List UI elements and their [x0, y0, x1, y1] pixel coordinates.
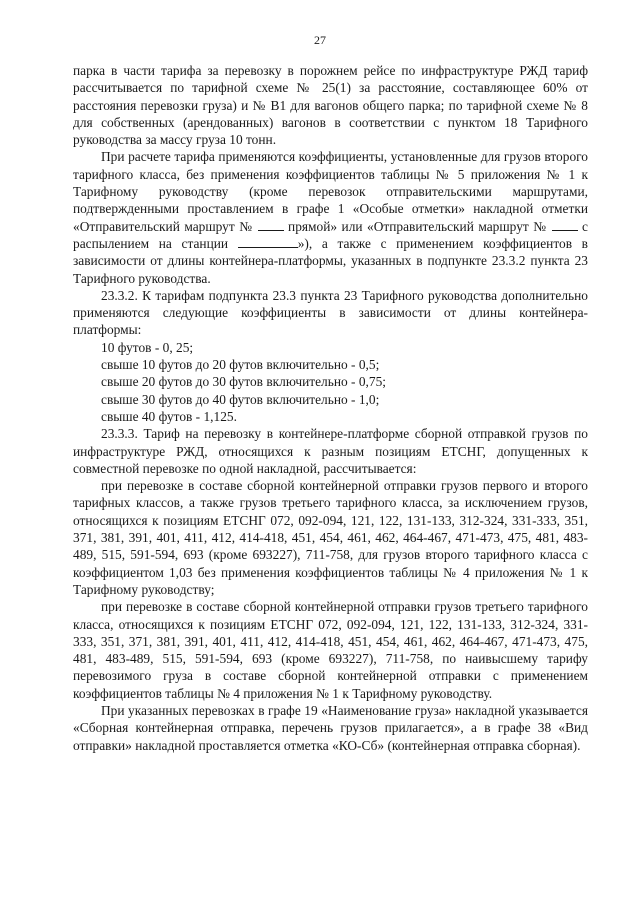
blank-field-route-number-2	[552, 218, 578, 231]
paragraph-tariff-scheme: парка в части тарифа за перевозку в порожнем рейсе по инфраструктуре РЖД тариф рассчитывается по тарифной схеме № 25(1) за расстояние, составляющее 60% от расстояния перевозки груза) и № В1 для вагонов общего парка; по тарифной схеме № 8 для собственных (арендованных) вагонов в соответствии с пунктом 18 Тарифного руководства за массу груза 10 тонн.	[73, 63, 588, 148]
paragraph-text-b: прямой» или «Отправительский маршрут №	[288, 218, 548, 234]
coefficient-item: свыше 30 футов до 40 футов включительно - 1,0;	[101, 391, 380, 407]
page-number: 27	[314, 33, 326, 47]
paragraph-coefficients-rule	[73, 148, 588, 286]
paragraph-text-a: При расчете тарифа применяются коэффициенты, установленные для грузов второго тарифного класса, без применения коэффициентов таблицы № 5 приложения № 1 к Тарифному руководству (кроме перевозок отправительскими маршрутами, подтвержденными проставлением в графе 1 «Особые отметки» накладной отметки «Отправительский маршрут №	[73, 149, 588, 234]
blank-field-route-number	[258, 218, 284, 231]
coefficient-item: 10 футов - 0, 25;	[101, 339, 194, 355]
coefficient-item: свыше 10 футов до 20 футов включительно - 0,5;	[101, 357, 380, 373]
coefficient-item: свыше 20 футов до 30 футов включительно - 0,75;	[101, 374, 387, 390]
paragraph-23-3-2: 23.3.2. К тарифам подпункта 23.3 пункта 23 Тарифного руководства дополнительно применяются следующие коэффициенты в зависимости от длины контейнера-платформы:	[73, 287, 588, 338]
coefficient-item: свыше 40 футов - 1,125.	[101, 408, 237, 424]
paragraph-text-c: с распылением на станции	[73, 218, 588, 251]
paragraph-text-d: »), а также с применением коэффициентов в зависимости от длины контейнера-платформы, указанных в подпункте 23.3.2 пункта 23 Тарифного руководства.	[73, 235, 588, 286]
paragraph-classes-1-2: при перевозке в составе сборной контейнерной отправки грузов первого и второго тарифных классов, а также грузов третьего тарифного класса, за исключением грузов, относящихся к позициям ЕТСНГ 072, 092-094, 121, 122, 131-133, 312-324, 331-333, 351, 371, 381, 391, 401, 411, 412, 414-418, 451, 454, 461, 462, 464-467, 471-473, 475, 481, 483-489, 515, 591-594, 693 (кроме 693227), 711-758, для грузов второго тарифного класса с коэффициентом 1,03 без применения коэффициентов таблицы № 4 приложения № 1 к Тарифному руководству;	[73, 478, 588, 597]
blank-field-station	[238, 235, 298, 248]
paragraph-23-3-3: 23.3.3. Тариф на перевозку в контейнере-платформе сборной отправкой грузов по инфраструктуре РЖД, относящихся к разным позициям ЕТСНГ, допущенных к совместной перевозке по одной накладной, рассчитывается:	[73, 426, 588, 476]
paragraph-class-3: при перевозке в составе сборной контейнерной отправки грузов третьего тарифного класса, относящихся к позициям ЕТСНГ 072, 092-094, 121, 122, 131-133, 312-324, 331-333, 351, 371, 381, 391, 401, 411, 412, 414-418, 451, 454, 461, 462, 464-467, 471-473, 475, 481, 483-489, 515, 591-594, 693 (кроме 693227), 711-758, по наивысшему тарифу перевозимого груза в составе сборной контейнерной отправки с применением коэффициентов таблицы № 4 приложения № 1 к Тарифному руководству.	[73, 599, 588, 701]
paragraph-waybill-marks: При указанных перевозках в графе 19 «Наименование груза» накладной указывается «Сборная контейнерная отправка, перечень грузов прилагается», а в графе 38 «Вид отправки» накладной проставляется отметка «КО-Сб» (контейнерная отправка сборная).	[73, 702, 588, 753]
document-body	[73, 62, 588, 754]
